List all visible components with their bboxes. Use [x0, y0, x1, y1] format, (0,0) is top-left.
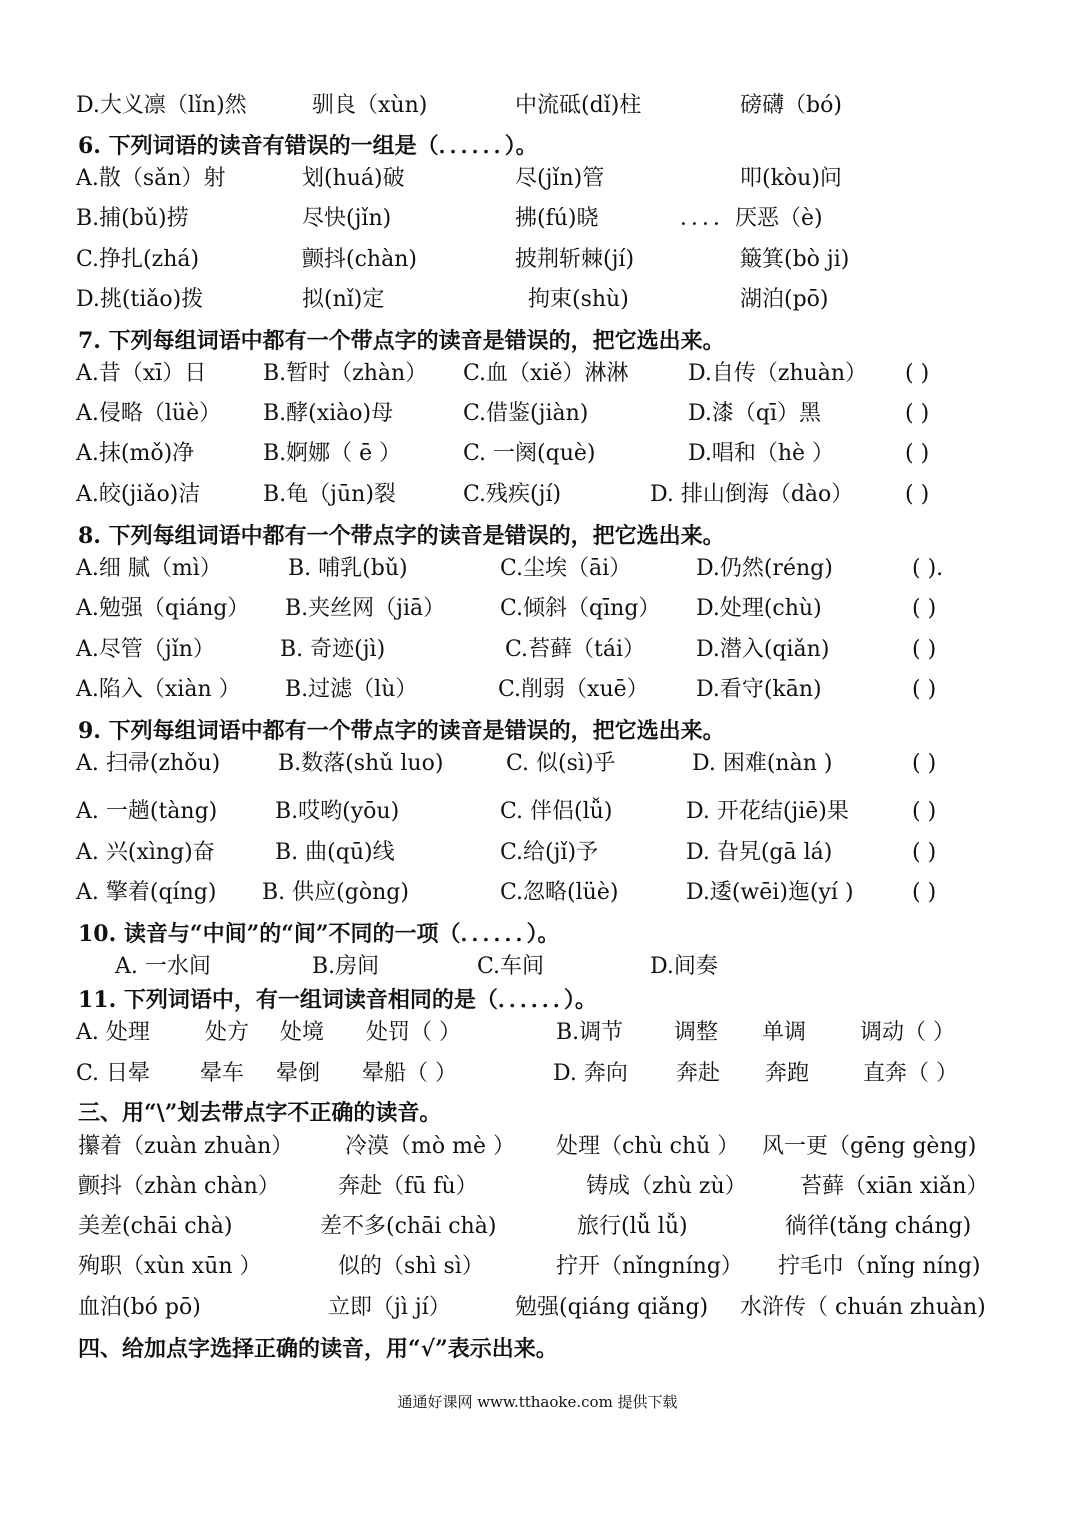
q11-word: 晕车	[200, 1061, 245, 1086]
q8-item: D.潜入(qiǎn)	[696, 637, 830, 662]
q7-item: B.龟（jūn)裂	[263, 482, 396, 507]
q11-word: 奔跑	[765, 1061, 810, 1086]
answer-blank[interactable]: ( )	[905, 441, 930, 466]
s3-item: 旅行(lǚ lǚ)	[577, 1214, 688, 1239]
q7-item: D. 排山倒海（dào）	[650, 482, 854, 507]
q8-item: A.细 腻（mì）	[76, 556, 222, 581]
q6-item: 尽(jǐn)管	[515, 166, 605, 191]
q11-row	[0, 1017, 1075, 1057]
q6-row	[0, 244, 1075, 284]
answer-blank[interactable]: ( )	[912, 596, 937, 621]
q5-d-item: 磅礴（bó)	[740, 93, 842, 118]
q11-word: 奔赴	[676, 1061, 721, 1086]
q11-word: 调整	[674, 1020, 719, 1045]
s3-item: 殉职（xùn xūn ）	[78, 1254, 262, 1279]
s3-item: 美差(chāi chà)	[78, 1214, 233, 1239]
section4-title: 四、给加点字选择正确的读音，用“√”表示出来。	[78, 1336, 558, 1362]
q6-item: 颤抖(chàn)	[302, 247, 417, 272]
q11-word: 处境	[280, 1020, 325, 1045]
s3-row	[0, 1211, 1075, 1251]
q9-item: A. 兴(xìng)奋	[76, 840, 215, 865]
answer-blank[interactable]: ( )	[905, 401, 930, 426]
q9-item: B. 曲(qū)线	[275, 840, 395, 865]
s3-row	[0, 1131, 1075, 1171]
q7-item: D.唱和（hè ）	[688, 441, 835, 466]
q7-item: A.皎(jiǎo)洁	[76, 482, 201, 507]
q11-word: B.调节	[556, 1020, 624, 1045]
q6-item: ．．．．厌恶（è)	[680, 206, 823, 231]
q7-item: C.残疾(jí)	[463, 482, 562, 507]
q9-item: C. 伴侣(lǚ)	[500, 799, 613, 824]
q9-item: A. 一趟(tàng)	[76, 799, 218, 824]
q7-item: C.借鉴(jiàn)	[463, 401, 589, 426]
q7-item: B.暂时（zhàn）	[263, 361, 428, 386]
s3-item: 勉强(qiáng qiǎng)	[515, 1295, 709, 1320]
section3-title: 三、用“\”划去带点字不正确的读音。	[78, 1100, 442, 1126]
q9-item: D. 困难(nàn )	[692, 751, 833, 776]
q9-item: B.数落(shǔ luo)	[278, 751, 444, 776]
s3-item: 攥着（zuàn zhuàn）	[78, 1134, 294, 1159]
q5-d-item: 中流砥(dǐ)柱	[515, 93, 642, 118]
answer-blank[interactable]: ( )	[912, 840, 937, 865]
q6-item: A.散（sǎn）射	[76, 166, 226, 191]
answer-blank[interactable]: ( )	[912, 751, 937, 776]
q5-d-item: 驯良（xùn)	[312, 93, 428, 118]
q11-word: 单调	[762, 1020, 807, 1045]
answer-blank[interactable]: ( )	[912, 799, 937, 824]
q8-item: A.勉强（qiáng）	[76, 596, 250, 621]
q11-word: 处罚（ ）	[366, 1020, 461, 1045]
q6-row	[0, 203, 1075, 243]
q10-title: 10. 读音与“中间”的“间”不同的一项（．．．．．．）。	[78, 921, 560, 947]
s3-item: 血泊(bó pō)	[78, 1295, 201, 1320]
q8-row	[0, 634, 1075, 674]
q7-item: A.抹(mǒ)净	[76, 441, 195, 466]
q8-row	[0, 593, 1075, 633]
q7-item: A.侵略（lüè）	[76, 401, 222, 426]
q5-d-item: D.大义凛（lǐn)然	[76, 93, 247, 118]
s3-row	[0, 1251, 1075, 1291]
q9-row	[0, 877, 1075, 917]
s3-item: 拧毛巾（nǐng níng)	[778, 1254, 981, 1279]
q6-item: 拘束(shù)	[528, 287, 629, 312]
q11-row	[0, 1058, 1075, 1098]
q8-item: D.看守(kān)	[696, 677, 822, 702]
s3-item: 徜徉(tǎng cháng)	[785, 1214, 972, 1239]
q8-item: D.仍然(réng)	[696, 556, 833, 581]
q7-item: B.婀娜（ ē ）	[263, 441, 402, 466]
answer-blank[interactable]: ( )	[912, 677, 937, 702]
s3-row	[0, 1171, 1075, 1211]
q9-item: D. 开花结(jiē)果	[686, 799, 849, 824]
s3-item: 苔藓（xiān xiǎn）	[800, 1174, 989, 1199]
q8-item: A.尽管（jǐn）	[76, 637, 215, 662]
q6-item: 拂(fú)晓	[515, 206, 599, 231]
q8-item: B.过滤（lù）	[285, 677, 418, 702]
q6-item: 簸箕(bò ji)	[740, 247, 850, 272]
q6-row	[0, 163, 1075, 203]
q7-item: C.血（xiě）淋淋	[463, 361, 629, 386]
q6-item: 叩(kòu)问	[740, 166, 842, 191]
q6-item: D.挑(tiǎo)拨	[76, 287, 204, 312]
q11-word: 晕船（ ）	[362, 1061, 457, 1086]
q6-item: 尽快(jǐn)	[302, 206, 392, 231]
q5-option-d-row	[0, 90, 1075, 130]
q10-option: D.间奏	[650, 954, 718, 979]
q7-item: C. 一阕(què)	[463, 441, 596, 466]
q6-title: 6. 下列词语的读音有错误的一组是（．．．．．．）。	[78, 133, 538, 159]
s3-item: 奔赴（fū fù）	[338, 1174, 478, 1199]
q6-item: B.捕(bǔ)捞	[76, 206, 189, 231]
q8-item: C.削弱（xuē）	[498, 677, 649, 702]
s3-item: 风一更（gēng gèng)	[762, 1134, 977, 1159]
q9-row	[0, 796, 1075, 836]
q9-item: A. 擎着(qíng)	[76, 880, 217, 905]
q9-item: A. 扫帚(zhǒu)	[76, 751, 221, 776]
q7-item: A.昔（xī）日	[76, 361, 207, 386]
q10-option: C.车间	[477, 954, 545, 979]
q8-item: D.处理(chù)	[696, 596, 822, 621]
q7-row	[0, 398, 1075, 438]
q6-item: C.挣扎(zhá)	[76, 247, 200, 272]
q11-word: 直奔（ ）	[863, 1061, 958, 1086]
q6-item: 湖泊(pō)	[740, 287, 829, 312]
s3-item: 铸成（zhù zù）	[586, 1174, 747, 1199]
q9-item: B. 供应(gòng)	[262, 880, 409, 905]
q8-item: C.苔藓（tái）	[505, 637, 646, 662]
q7-item: D.漆（qī）黑	[688, 401, 821, 426]
footer-credit: 通通好课网 www.tthaoke.com 提供下载	[397, 1393, 678, 1411]
answer-blank[interactable]: ( )	[905, 482, 930, 507]
q8-item: C.尘埃（āi）	[500, 556, 632, 581]
q6-row	[0, 284, 1075, 324]
q9-row	[0, 837, 1075, 877]
q11-word: 晕倒	[276, 1061, 321, 1086]
answer-blank[interactable]: ( )	[912, 637, 937, 662]
q7-item: B.酵(xiào)母	[263, 401, 394, 426]
q6-item: 披荆斩棘(jí)	[515, 247, 635, 272]
q9-item: C.给(jǐ)予	[500, 840, 599, 865]
s3-item: 处理（chù chǔ ）	[556, 1134, 740, 1159]
q9-title: 9. 下列每组词语中都有一个带点字的读音是错误的，把它选出来。	[78, 718, 725, 744]
q8-item: A.陷入（xiàn ）	[76, 677, 241, 702]
q7-title: 7. 下列每组词语中都有一个带点字的读音是错误的，把它选出来。	[78, 328, 725, 354]
q9-item: D. 旮旯(gā lá)	[686, 840, 833, 865]
s3-item: 冷漠（mò mè ）	[345, 1134, 515, 1159]
q9-item: D.逶(wēi)迤(yí )	[686, 880, 854, 905]
s3-item: 立即（jì jí）	[328, 1295, 451, 1320]
q7-item: D.自传（zhuàn）	[688, 361, 868, 386]
answer-blank[interactable]: ( )	[912, 880, 937, 905]
s3-row	[0, 1292, 1075, 1332]
q9-item: B.哎哟(yōu)	[275, 799, 400, 824]
q11-title: 11. 下列词语中，有一组词读音相同的是（．．．．．．）。	[78, 987, 597, 1013]
q7-row	[0, 479, 1075, 519]
q11-word: 调动（ ）	[860, 1020, 955, 1045]
q8-item: B. 奇迹(jì)	[280, 637, 386, 662]
q11-word: C. 日晕	[76, 1061, 151, 1086]
q6-item: 拟(nǐ)定	[302, 287, 385, 312]
answer-blank[interactable]: ( )	[905, 361, 930, 386]
q9-item: C.忽略(lüè)	[500, 880, 619, 905]
q8-row	[0, 553, 1075, 593]
q7-row	[0, 438, 1075, 478]
q8-item: B. 哺乳(bǔ)	[288, 556, 408, 581]
q8-item: B.夹丝网（jiā）	[285, 596, 446, 621]
s3-item: 似的（shì sì）	[338, 1254, 484, 1279]
q10-option: B.房间	[312, 954, 380, 979]
s3-item: 水浒传（ chuán zhuàn)	[740, 1295, 986, 1320]
answer-blank[interactable]: ( ).	[912, 556, 944, 581]
q11-word: 处方	[205, 1020, 250, 1045]
s3-item: 差不多(chāi chà)	[320, 1214, 497, 1239]
s3-item: 拧开（nǐngníng）	[556, 1254, 743, 1279]
q9-row	[0, 748, 1075, 788]
q8-row	[0, 674, 1075, 714]
q11-word: A. 处理	[76, 1020, 150, 1045]
q10-option: A. 一水间	[115, 954, 211, 979]
q11-word: D. 奔向	[553, 1061, 628, 1086]
q9-item: C. 似(sì)乎	[506, 751, 616, 776]
s3-item: 颤抖（zhàn chàn）	[78, 1174, 280, 1199]
q8-item: C.倾斜（qīng）	[500, 596, 661, 621]
q8-title: 8. 下列每组词语中都有一个带点字的读音是错误的，把它选出来。	[78, 523, 725, 549]
q6-item: 划(huá)破	[302, 166, 405, 191]
q7-row	[0, 358, 1075, 398]
